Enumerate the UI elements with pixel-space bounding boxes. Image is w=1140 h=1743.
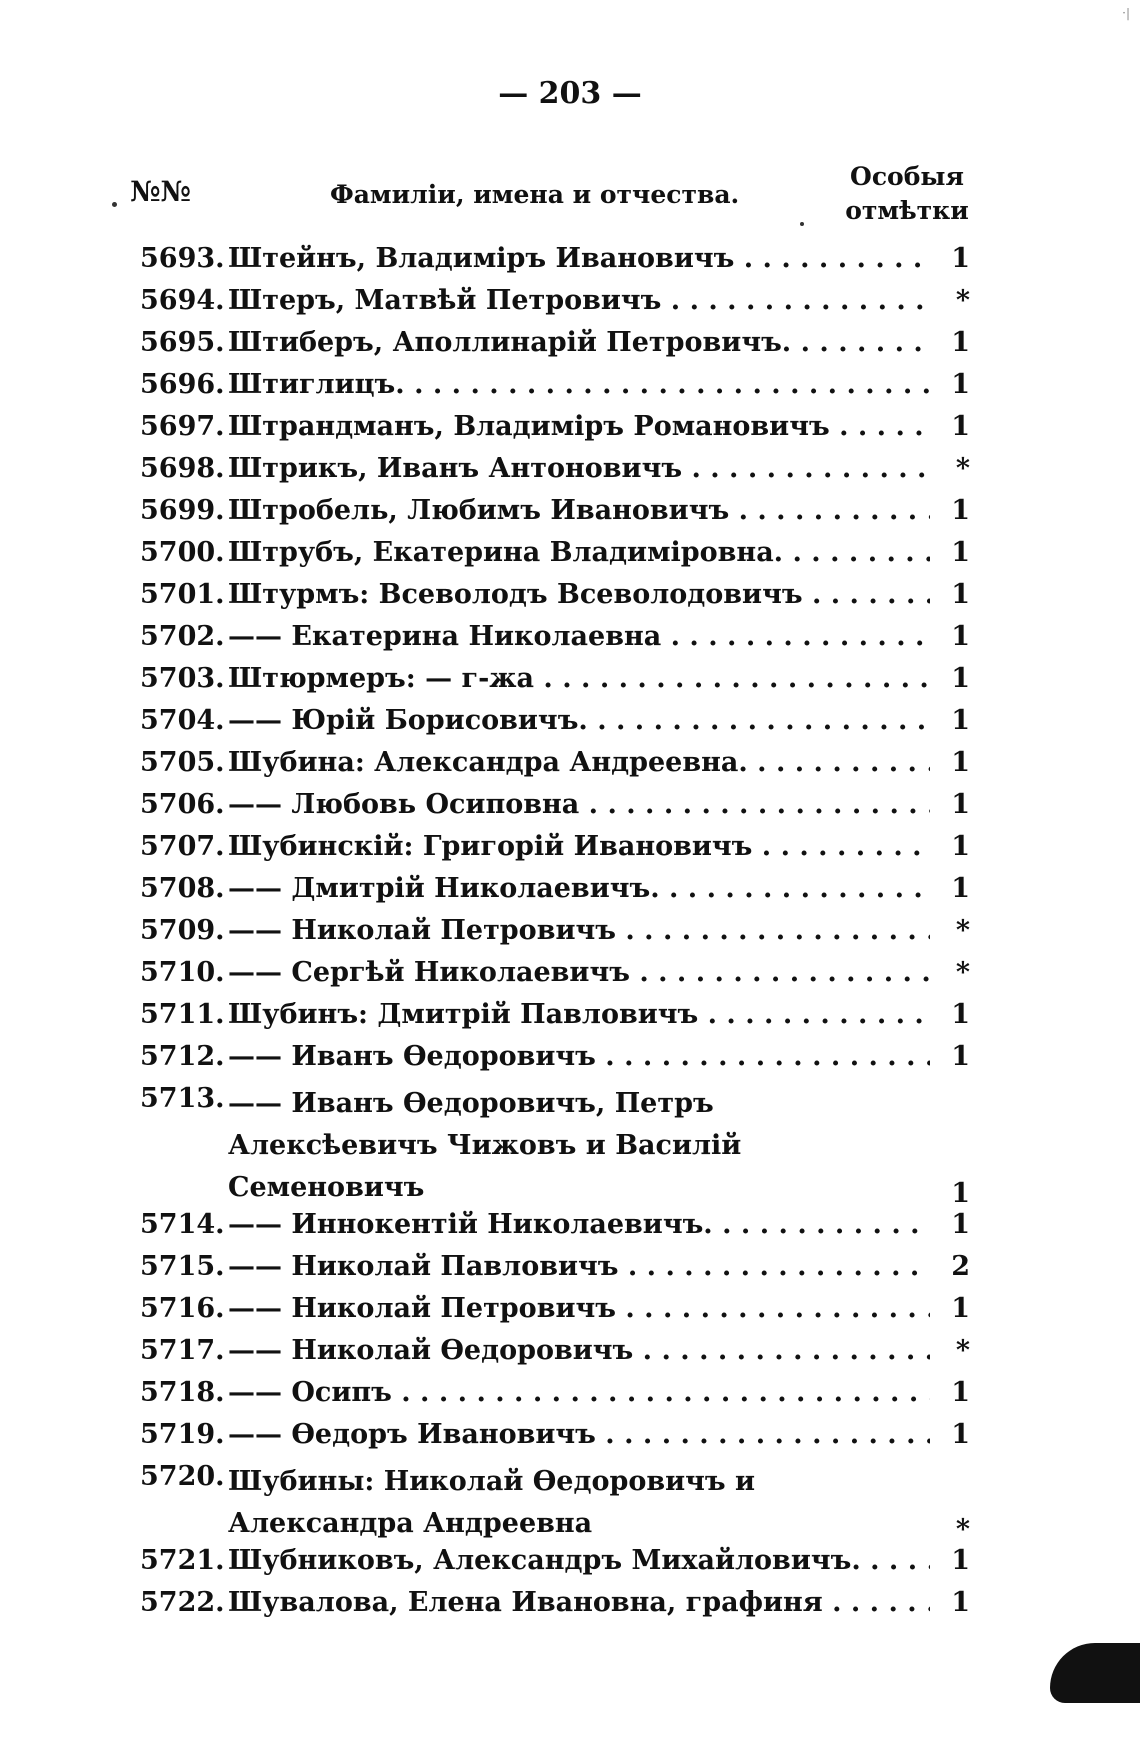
list-item: [140, 621, 970, 663]
entry-name: Штурмъ: Всеволодъ Всеволодовичъ . . .: [228, 579, 930, 610]
entry-number: 5696.: [140, 369, 225, 400]
entry-number: 5693.: [140, 243, 225, 274]
entry-name: —— Николай Петровичъ . . .: [228, 915, 930, 946]
entry-number: 5706.: [140, 789, 225, 820]
entry-name: Шубины: Николай Ѳедоровичъ и Александра Андреевна: [228, 1466, 756, 1539]
entry-name: Штрикъ, Иванъ Антоновичъ . . .: [228, 453, 930, 484]
list-item: [140, 1293, 970, 1335]
entry-number: 5701.: [140, 579, 225, 610]
entry-mark: *: [955, 285, 970, 316]
entry-mark: 1: [951, 1178, 970, 1209]
header-dot: [800, 222, 804, 226]
entry-name: —— Ѳедоръ Ивановичъ . . .: [228, 1419, 930, 1450]
entry-mark: 1: [951, 1209, 970, 1240]
list-item: [140, 1209, 970, 1251]
entry-name: —— Екатерина Николаевна . . .: [228, 621, 930, 652]
list-item: [140, 1545, 970, 1587]
entry-mark: 1: [951, 747, 970, 778]
entry-mark: 1: [951, 999, 970, 1030]
header-number-column: №№: [130, 175, 191, 208]
entry-number: 5699.: [140, 495, 225, 526]
entry-list: [140, 243, 970, 1629]
list-item: [140, 369, 970, 411]
entry-number: 5694.: [140, 285, 225, 316]
list-item: [140, 537, 970, 579]
entry-mark: 1: [951, 705, 970, 736]
list-item: [140, 789, 970, 831]
entry-number: 5711.: [140, 999, 225, 1030]
list-item: [140, 327, 970, 369]
entry-name: Штробель, Любимъ Ивановичъ . . .: [228, 495, 930, 526]
entry-name: —— Любовь Осиповна . . .: [228, 789, 930, 820]
entry-mark: 1: [951, 831, 970, 862]
entry-mark: 1: [951, 621, 970, 652]
entry-number: 5720.: [140, 1461, 225, 1492]
entry-number: 5705.: [140, 747, 225, 778]
entry-name: —— Иннокентій Николаевичъ. . . .: [228, 1209, 930, 1240]
entry-number: 5702.: [140, 621, 225, 652]
entry-mark: 2: [951, 1251, 970, 1282]
entry-name: Штеръ, Матвѣй Петровичъ . . .: [228, 285, 930, 316]
entry-number: 5707.: [140, 831, 225, 862]
entry-mark: 1: [951, 1419, 970, 1450]
list-item: [140, 495, 970, 537]
entry-name: Шубина: Александра Андреевна. . . .: [228, 747, 930, 778]
entry-name: —— Сергѣй Николаевичъ . . .: [228, 957, 930, 988]
entry-number: 5712.: [140, 1041, 225, 1072]
entry-name: —— Дмитрій Николаевичъ. . . .: [228, 873, 930, 904]
entry-number: 5713.: [140, 1083, 225, 1114]
entry-number: 5710.: [140, 957, 225, 988]
entry-number: 5719.: [140, 1419, 225, 1450]
entry-number: 5708.: [140, 873, 225, 904]
entry-number: 5722.: [140, 1587, 225, 1618]
entry-name: —— Иванъ Ѳедоровичъ . . .: [228, 1041, 930, 1072]
entry-number: 5698.: [140, 453, 225, 484]
page-number: — 203 —: [498, 76, 642, 111]
scan-corner-mark: ·|: [1122, 6, 1130, 20]
header-names-column: Фамиліи, имена и отчества.: [330, 180, 740, 209]
entry-mark: *: [955, 1514, 970, 1545]
header-marks-line1: Особыя: [850, 162, 964, 191]
entry-number: 5697.: [140, 411, 225, 442]
entry-mark: 1: [951, 1587, 970, 1618]
entry-mark: *: [955, 957, 970, 988]
list-item: [140, 1461, 970, 1545]
entry-mark: 1: [951, 1545, 970, 1576]
entry-name: —— Юрій Борисовичъ. . . .: [228, 705, 930, 736]
entry-name: —— Николай Петровичъ . . .: [228, 1293, 930, 1324]
list-item: [140, 453, 970, 495]
list-item: [140, 663, 970, 705]
list-item: [140, 831, 970, 873]
entry-number: 5703.: [140, 663, 225, 694]
list-item: [140, 579, 970, 621]
list-item: [140, 957, 970, 999]
entry-name: Штиберъ, Аполлинарій Петровичъ. . . .: [228, 327, 930, 358]
entry-mark: 1: [951, 1041, 970, 1072]
list-item: [140, 285, 970, 327]
list-item: [140, 1083, 970, 1209]
entry-mark: 1: [951, 873, 970, 904]
list-item: [140, 1377, 970, 1419]
entry-mark: 1: [951, 411, 970, 442]
page-edge-shadow: [1050, 1643, 1140, 1703]
entry-name: —— Николай Ѳедоровичъ . . .: [228, 1335, 930, 1366]
entry-mark: 1: [951, 537, 970, 568]
entry-number: 5709.: [140, 915, 225, 946]
entry-name: Шубинъ: Дмитрій Павловичъ . . .: [228, 999, 930, 1030]
list-item: [140, 915, 970, 957]
entry-number: 5716.: [140, 1293, 225, 1324]
entry-name: Штейнъ, Владиміръ Ивановичъ . . .: [228, 243, 930, 274]
entry-name: Шубинскій: Григорій Ивановичъ . . .: [228, 831, 930, 862]
entry-mark: 1: [951, 243, 970, 274]
list-item: [140, 1251, 970, 1293]
list-item: [140, 705, 970, 747]
entry-mark: 1: [951, 1377, 970, 1408]
entry-mark: 1: [951, 327, 970, 358]
entry-name: —— Николай Павловичъ . . .: [228, 1251, 930, 1282]
entry-number: 5717.: [140, 1335, 225, 1366]
entry-name: Штиглицъ. . . .: [228, 369, 930, 400]
entry-mark: *: [955, 915, 970, 946]
entry-mark: *: [955, 1335, 970, 1366]
header-marks-column: [842, 160, 972, 228]
entry-mark: 1: [951, 663, 970, 694]
list-item: [140, 1041, 970, 1083]
entry-mark: *: [955, 453, 970, 484]
entry-mark: 1: [951, 495, 970, 526]
entry-name: Штюрмеръ: — г-жа . . .: [228, 663, 930, 694]
entry-mark: 1: [951, 1293, 970, 1324]
entry-mark: 1: [951, 369, 970, 400]
entry-mark: 1: [951, 789, 970, 820]
list-item: [140, 243, 970, 285]
list-item: [140, 411, 970, 453]
list-item: [140, 747, 970, 789]
header-marks-line2: отмѣтки: [845, 196, 969, 225]
entry-name: Шубниковъ, Александръ Михайловичъ. . . .: [228, 1545, 930, 1576]
entry-number: 5714.: [140, 1209, 225, 1240]
list-item: [140, 999, 970, 1041]
entry-name: Шувалова, Елена Ивановна, графиня . . .: [228, 1587, 930, 1618]
entry-name: —— Иванъ Ѳедоровичъ, Петръ Алексѣевичъ Чижовъ и Василій Семеновичъ: [228, 1088, 742, 1203]
entry-number: 5695.: [140, 327, 225, 358]
entry-name: —— Осипъ . . .: [228, 1377, 930, 1408]
entry-number: 5718.: [140, 1377, 225, 1408]
stray-dot: [112, 202, 117, 207]
entry-name: Штрубъ, Екатерина Владиміровна. . . .: [228, 537, 930, 568]
entry-number: 5715.: [140, 1251, 225, 1282]
entry-mark: 1: [951, 579, 970, 610]
entry-number: 5721.: [140, 1545, 225, 1576]
list-item: [140, 1587, 970, 1629]
entry-number: 5700.: [140, 537, 225, 568]
list-item: [140, 1335, 970, 1377]
list-item: [140, 873, 970, 915]
list-item: [140, 1419, 970, 1461]
entry-number: 5704.: [140, 705, 225, 736]
entry-name: Штрандманъ, Владиміръ Романовичъ . . .: [228, 411, 930, 442]
